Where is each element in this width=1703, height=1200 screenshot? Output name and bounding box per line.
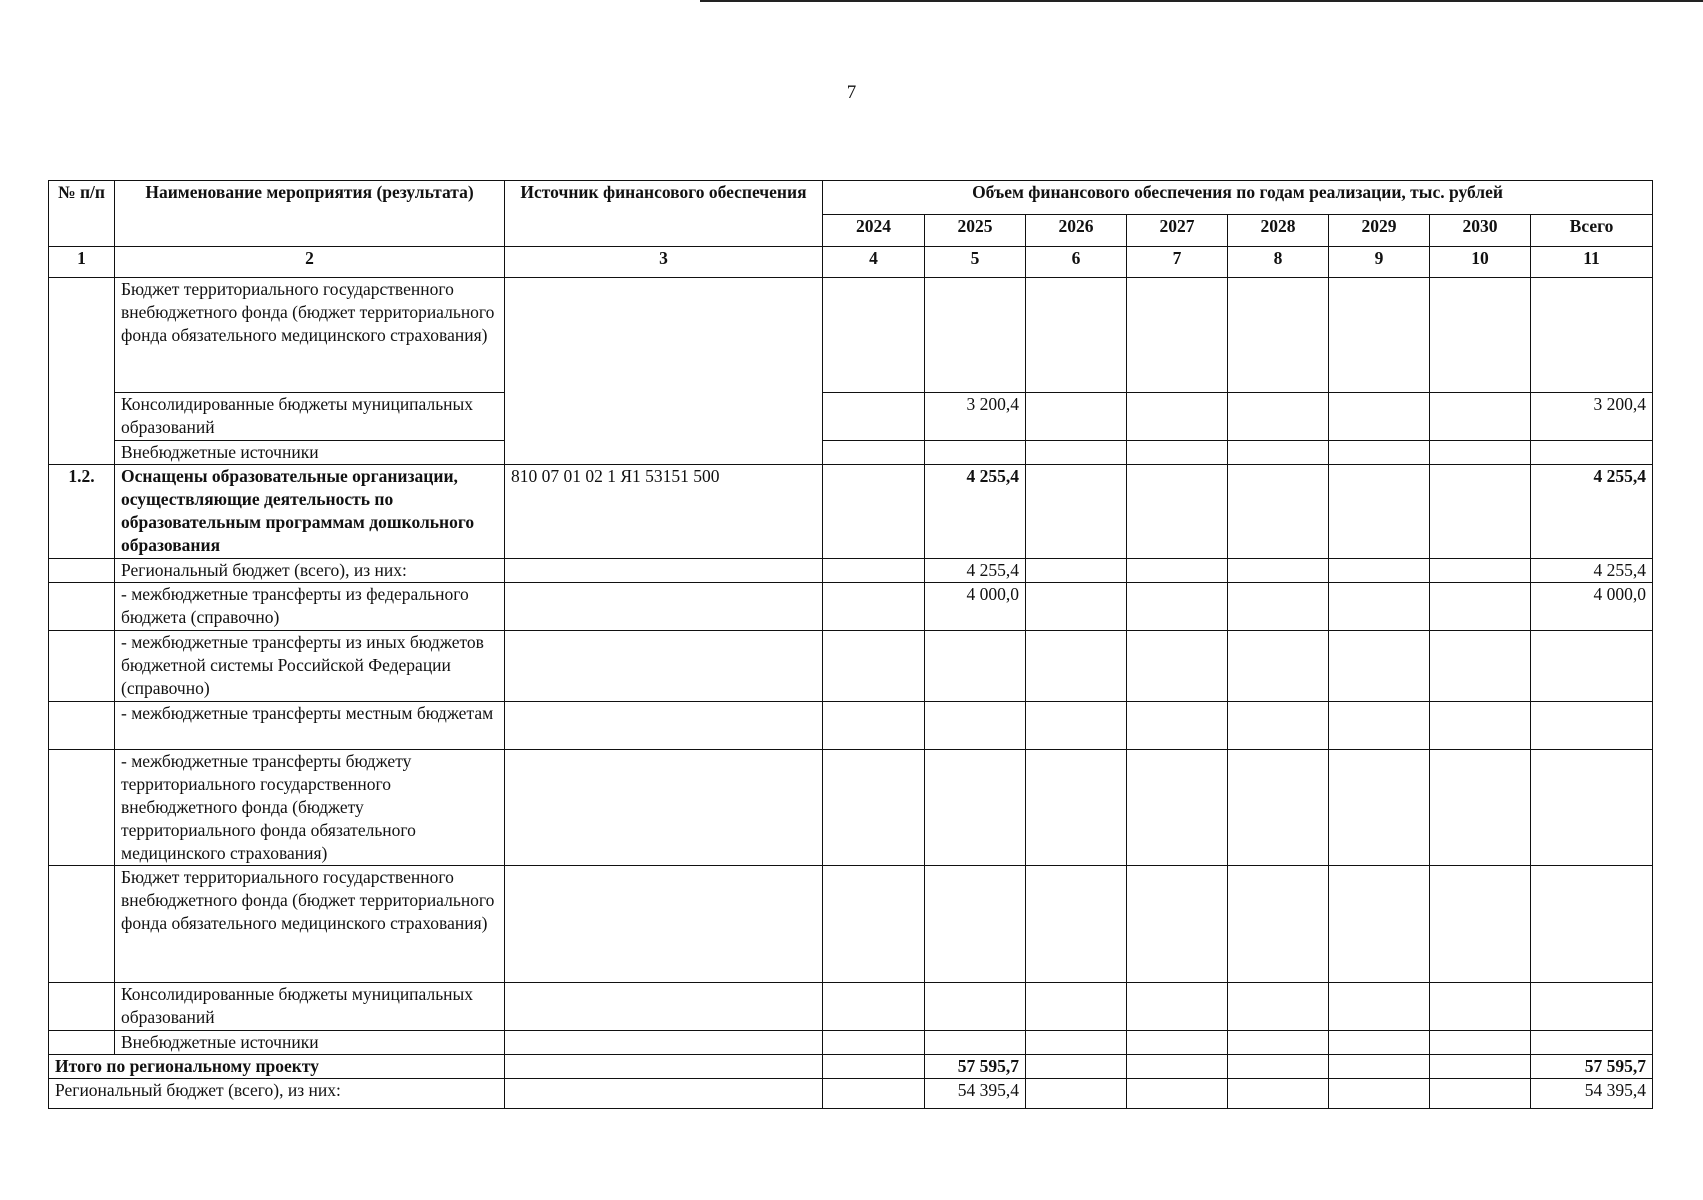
value-total [1531,983,1653,1031]
value-2027 [1127,702,1228,750]
col-number: 6 [1026,247,1127,278]
value-2030 [1430,465,1531,559]
col-number: 10 [1430,247,1531,278]
value-2027 [1127,631,1228,702]
total-source [505,1055,823,1079]
total-row [49,1055,1653,1079]
table-row [49,465,1653,559]
value-2029 [1329,983,1430,1031]
value-2026 [1026,278,1127,393]
value-2024 [823,702,925,750]
value-2029 [1329,1079,1430,1109]
value-2024 [823,393,925,441]
row-source [505,583,823,631]
value-2029 [1329,702,1430,750]
row-source [505,983,823,1031]
row-name: Региональный бюджет (всего), из них: [115,559,505,583]
value-2025: 57 595,7 [925,1055,1026,1079]
value-2029 [1329,393,1430,441]
col-number: 11 [1531,247,1653,278]
row-name: Бюджет территориального государственного внебюджетного фонда (бюджет территориального фонда обязательного медицинского страхования) [115,278,505,393]
value-total: 3 200,4 [1531,393,1653,441]
value-2025: 3 200,4 [925,393,1026,441]
value-2029 [1329,278,1430,393]
row-name: Внебюджетные источники [115,1031,505,1055]
table-row [49,631,1653,702]
value-2025 [925,750,1026,866]
value-total [1531,1031,1653,1055]
row-source: 810 07 01 02 1 Я1 53151 500 [505,465,823,559]
value-2024 [823,559,925,583]
value-2026 [1026,1031,1127,1055]
row-number [49,750,115,866]
value-2029 [1329,750,1430,866]
value-2030 [1430,866,1531,983]
value-2028 [1228,441,1329,465]
col-number: 9 [1329,247,1430,278]
value-2027 [1127,750,1228,866]
page-number: 7 [846,82,857,103]
financing-table [48,180,1653,1109]
value-2030 [1430,983,1531,1031]
row-number [49,559,115,583]
row-name: Бюджет территориального государственного внебюджетного фонда (бюджет территориального фонда обязательного медицинского страхования) [115,866,505,983]
value-2030 [1430,441,1531,465]
header-year-2024: 2024 [823,215,925,247]
value-2024 [823,1055,925,1079]
row-number [49,983,115,1031]
value-2030 [1430,702,1531,750]
value-2028 [1228,465,1329,559]
value-total [1531,750,1653,866]
value-2028 [1228,631,1329,702]
value-2025 [925,702,1026,750]
value-total: 4 255,4 [1531,559,1653,583]
table-row [49,559,1653,583]
col-number: 3 [505,247,823,278]
header-year-2027: 2027 [1127,215,1228,247]
header-col-no: № п/п [49,181,115,247]
value-2028 [1228,278,1329,393]
header-year-2026: 2026 [1026,215,1127,247]
table-row [49,1031,1653,1055]
header-year-2028: 2028 [1228,215,1329,247]
value-2025 [925,866,1026,983]
value-2027 [1127,866,1228,983]
value-2025 [925,983,1026,1031]
value-2024 [823,631,925,702]
value-2025: 4 000,0 [925,583,1026,631]
row-source [505,702,823,750]
value-2030 [1430,393,1531,441]
row-number: 1.2. [49,465,115,559]
row-source [505,750,823,866]
value-2024 [823,583,925,631]
value-2029 [1329,866,1430,983]
value-2029 [1329,559,1430,583]
col-number: 2 [115,247,505,278]
value-2028 [1228,559,1329,583]
value-2026 [1026,702,1127,750]
value-2025 [925,631,1026,702]
value-2027 [1127,559,1228,583]
table-row [49,702,1653,750]
value-2028 [1228,750,1329,866]
value-2030 [1430,1079,1531,1109]
total-label: Итого по региональному проекту [49,1055,505,1079]
value-2026 [1026,583,1127,631]
row-source [505,559,823,583]
value-2025 [925,441,1026,465]
top-edge-line [700,0,1703,2]
value-2025 [925,278,1026,393]
row-number [49,631,115,702]
value-2029 [1329,1031,1430,1055]
row-number [49,866,115,983]
row-name: - межбюджетные трансферты местным бюджетам [115,702,505,750]
value-2024 [823,1079,925,1109]
value-2029 [1329,631,1430,702]
col-number: 1 [49,247,115,278]
value-2028 [1228,393,1329,441]
value-2024 [823,465,925,559]
col-number: 5 [925,247,1026,278]
row-name: Внебюджетные источники [115,441,505,465]
total-source [505,1079,823,1109]
table-row [49,583,1653,631]
header-year-2025: 2025 [925,215,1026,247]
row-number [49,278,115,465]
col-number: 7 [1127,247,1228,278]
row-source [505,866,823,983]
value-2026 [1026,393,1127,441]
header-col-source: Источник финансового обеспечения [505,181,823,247]
value-2028 [1228,866,1329,983]
table-row [49,441,1653,465]
value-2024 [823,278,925,393]
total-label: Региональный бюджет (всего), из них: [49,1079,505,1109]
value-2026 [1026,1055,1127,1079]
value-2027 [1127,1079,1228,1109]
table-row [49,750,1653,866]
value-2026 [1026,631,1127,702]
value-2027 [1127,393,1228,441]
value-2027 [1127,465,1228,559]
value-2024 [823,441,925,465]
value-2030 [1430,1031,1531,1055]
value-total [1531,702,1653,750]
value-2029 [1329,441,1430,465]
value-2030 [1430,278,1531,393]
value-2025: 4 255,4 [925,559,1026,583]
row-number [49,702,115,750]
value-2029 [1329,465,1430,559]
value-total: 57 595,7 [1531,1055,1653,1079]
header-year-2029: 2029 [1329,215,1430,247]
value-2028 [1228,1031,1329,1055]
value-2026 [1026,750,1127,866]
value-2029 [1329,583,1430,631]
row-name: Консолидированные бюджеты муниципальных образований [115,393,505,441]
value-2030 [1430,1055,1531,1079]
header-col-group: Объем финансового обеспечения по годам реализации, тыс. рублей [823,181,1653,215]
col-number: 4 [823,247,925,278]
value-2026 [1026,465,1127,559]
value-2029 [1329,1055,1430,1079]
row-number [49,1031,115,1055]
value-2028 [1228,702,1329,750]
value-2025: 54 395,4 [925,1079,1026,1109]
value-2027 [1127,1055,1228,1079]
value-2030 [1430,750,1531,866]
row-name: Оснащены образовательные организации, осуществляющие деятельность по образовательным программам дошкольного образования [115,465,505,559]
table-row [49,278,1653,393]
value-2028 [1228,983,1329,1031]
row-number [49,583,115,631]
value-2025: 4 255,4 [925,465,1026,559]
total-row [49,1079,1653,1109]
value-2026 [1026,559,1127,583]
value-2027 [1127,983,1228,1031]
value-total: 54 395,4 [1531,1079,1653,1109]
row-source [505,278,823,465]
row-name: Консолидированные бюджеты муниципальных образований [115,983,505,1031]
value-total [1531,278,1653,393]
value-total [1531,866,1653,983]
value-2030 [1430,559,1531,583]
row-name: - межбюджетные трансферты бюджету территориального государственного внебюджетного фонда (бюджету территориального фонда обязательного медицинского страхования) [115,750,505,866]
header-year-2030: 2030 [1430,215,1531,247]
value-2030 [1430,583,1531,631]
row-name: - межбюджетные трансферты из иных бюджетов бюджетной системы Российской Федерации (справочно) [115,631,505,702]
value-2024 [823,750,925,866]
value-2027 [1127,278,1228,393]
value-total: 4 000,0 [1531,583,1653,631]
value-total [1531,631,1653,702]
value-total [1531,441,1653,465]
value-total: 4 255,4 [1531,465,1653,559]
row-source [505,631,823,702]
value-2028 [1228,1055,1329,1079]
value-2026 [1026,866,1127,983]
col-number: 8 [1228,247,1329,278]
value-2026 [1026,983,1127,1031]
value-2027 [1127,1031,1228,1055]
table-row [49,983,1653,1031]
row-name: - межбюджетные трансферты из федерального бюджета (справочно) [115,583,505,631]
header-col-name: Наименование мероприятия (результата) [115,181,505,247]
value-2028 [1228,583,1329,631]
value-2024 [823,866,925,983]
table-row [49,866,1653,983]
value-2027 [1127,441,1228,465]
value-2026 [1026,441,1127,465]
value-2030 [1430,631,1531,702]
table-row [49,393,1653,441]
value-2024 [823,983,925,1031]
value-2024 [823,1031,925,1055]
value-2026 [1026,1079,1127,1109]
value-2028 [1228,1079,1329,1109]
value-2025 [925,1031,1026,1055]
value-2027 [1127,583,1228,631]
row-source [505,1031,823,1055]
header-total: Всего [1531,215,1653,247]
